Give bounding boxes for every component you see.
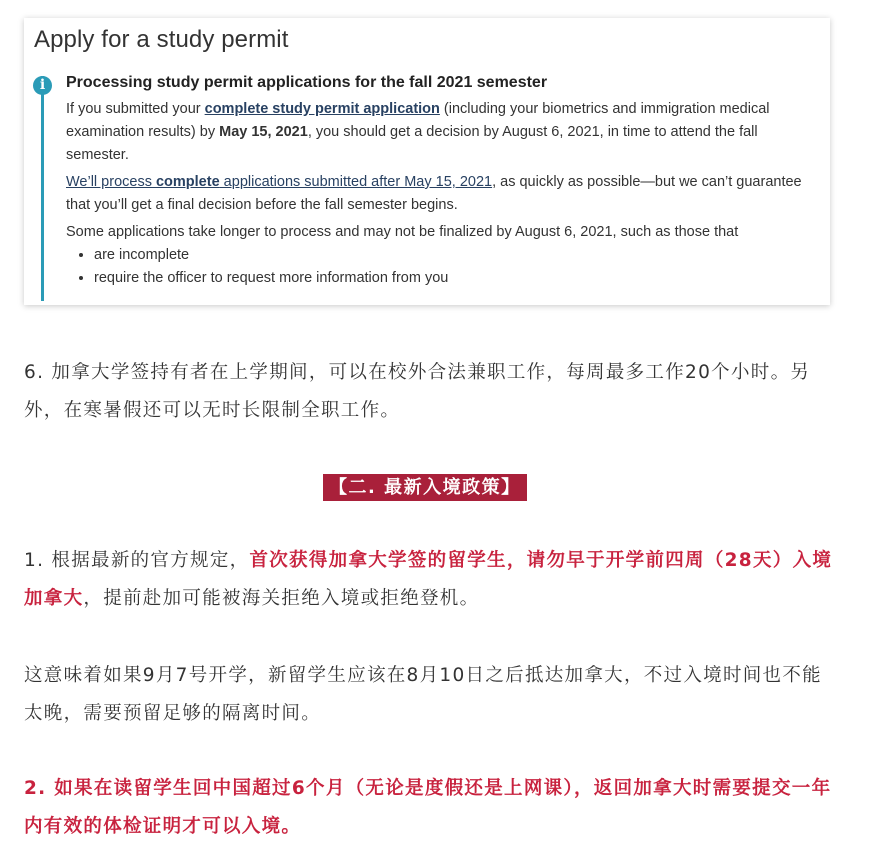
alert-p1-text-a: If you submitted your — [66, 101, 205, 117]
alert-paragraph-3: Some applications take longer to process and may not be finalized by August 6, 2021, such as those that — [66, 224, 739, 240]
entry-rule-highlight: 首次获得加拿大学签的留学生，请勿早于开学前四周（28天）入境加拿大 — [24, 550, 833, 609]
entry-rule-prefix: 1. 根据最新的官方规定， — [24, 550, 250, 571]
alert-p1-date: May 15, 2021 — [219, 124, 308, 140]
alert-p1-text-b: (including your biometrics and immigration medical examination results) by — [66, 101, 770, 140]
info-icon: i — [33, 76, 52, 95]
entry-rule-suffix: ，提前赴加可能被海关拒绝入境或拒绝登机。 — [83, 588, 480, 609]
alert-body — [66, 72, 822, 289]
alert-border — [41, 76, 44, 301]
alert-paragraph-2 — [66, 171, 822, 217]
card-title: Apply for a study permit — [34, 26, 289, 53]
alert-p1-text-c: , you should get a decision by August 6, 2021, in time to attend the fall semester. — [66, 124, 758, 163]
work-permission-paragraph: 6. 加拿大学签持有者在上学期间，可以在校外合法兼职工作，每周最多工作20个小时。另外，在寒暑假还可以无时长限制全职工作。 — [24, 362, 811, 421]
process-complete-applications-link[interactable]: We’ll process complete applications submitted after May 15, 2021 — [66, 174, 493, 190]
study-permit-screenshot-card — [24, 18, 830, 305]
list-item: • require the officer to request more information from you — [94, 267, 822, 290]
alert-heading: Processing study permit applications for the fall 2021 semester — [66, 74, 548, 91]
arrival-timing-paragraph: 这意味着如果9月7号开学，新留学生应该在8月10日之后抵达加拿大，不过入境时间也不能太晚，需要预留足够的隔离时间。 — [24, 665, 822, 724]
alert-paragraph-1 — [66, 98, 822, 167]
entry-rule-paragraph — [24, 542, 834, 618]
list-item: • are incomplete — [94, 244, 822, 267]
section-heading: 【二. 最新入境政策】 — [323, 474, 527, 501]
alert-list — [66, 244, 822, 289]
complete-application-link[interactable]: complete study permit application — [204, 101, 440, 117]
medical-exam-paragraph: 2. 如果在读留学生回中国超过6个月（无论是度假还是上网课），返回加拿大时需要提交一年内有效的体检证明才可以入境。 — [24, 778, 832, 837]
alert-p2-text: , as quickly as possible—but we can’t guarantee that you’ll get a final decision before the fall semester begins. — [66, 174, 802, 213]
